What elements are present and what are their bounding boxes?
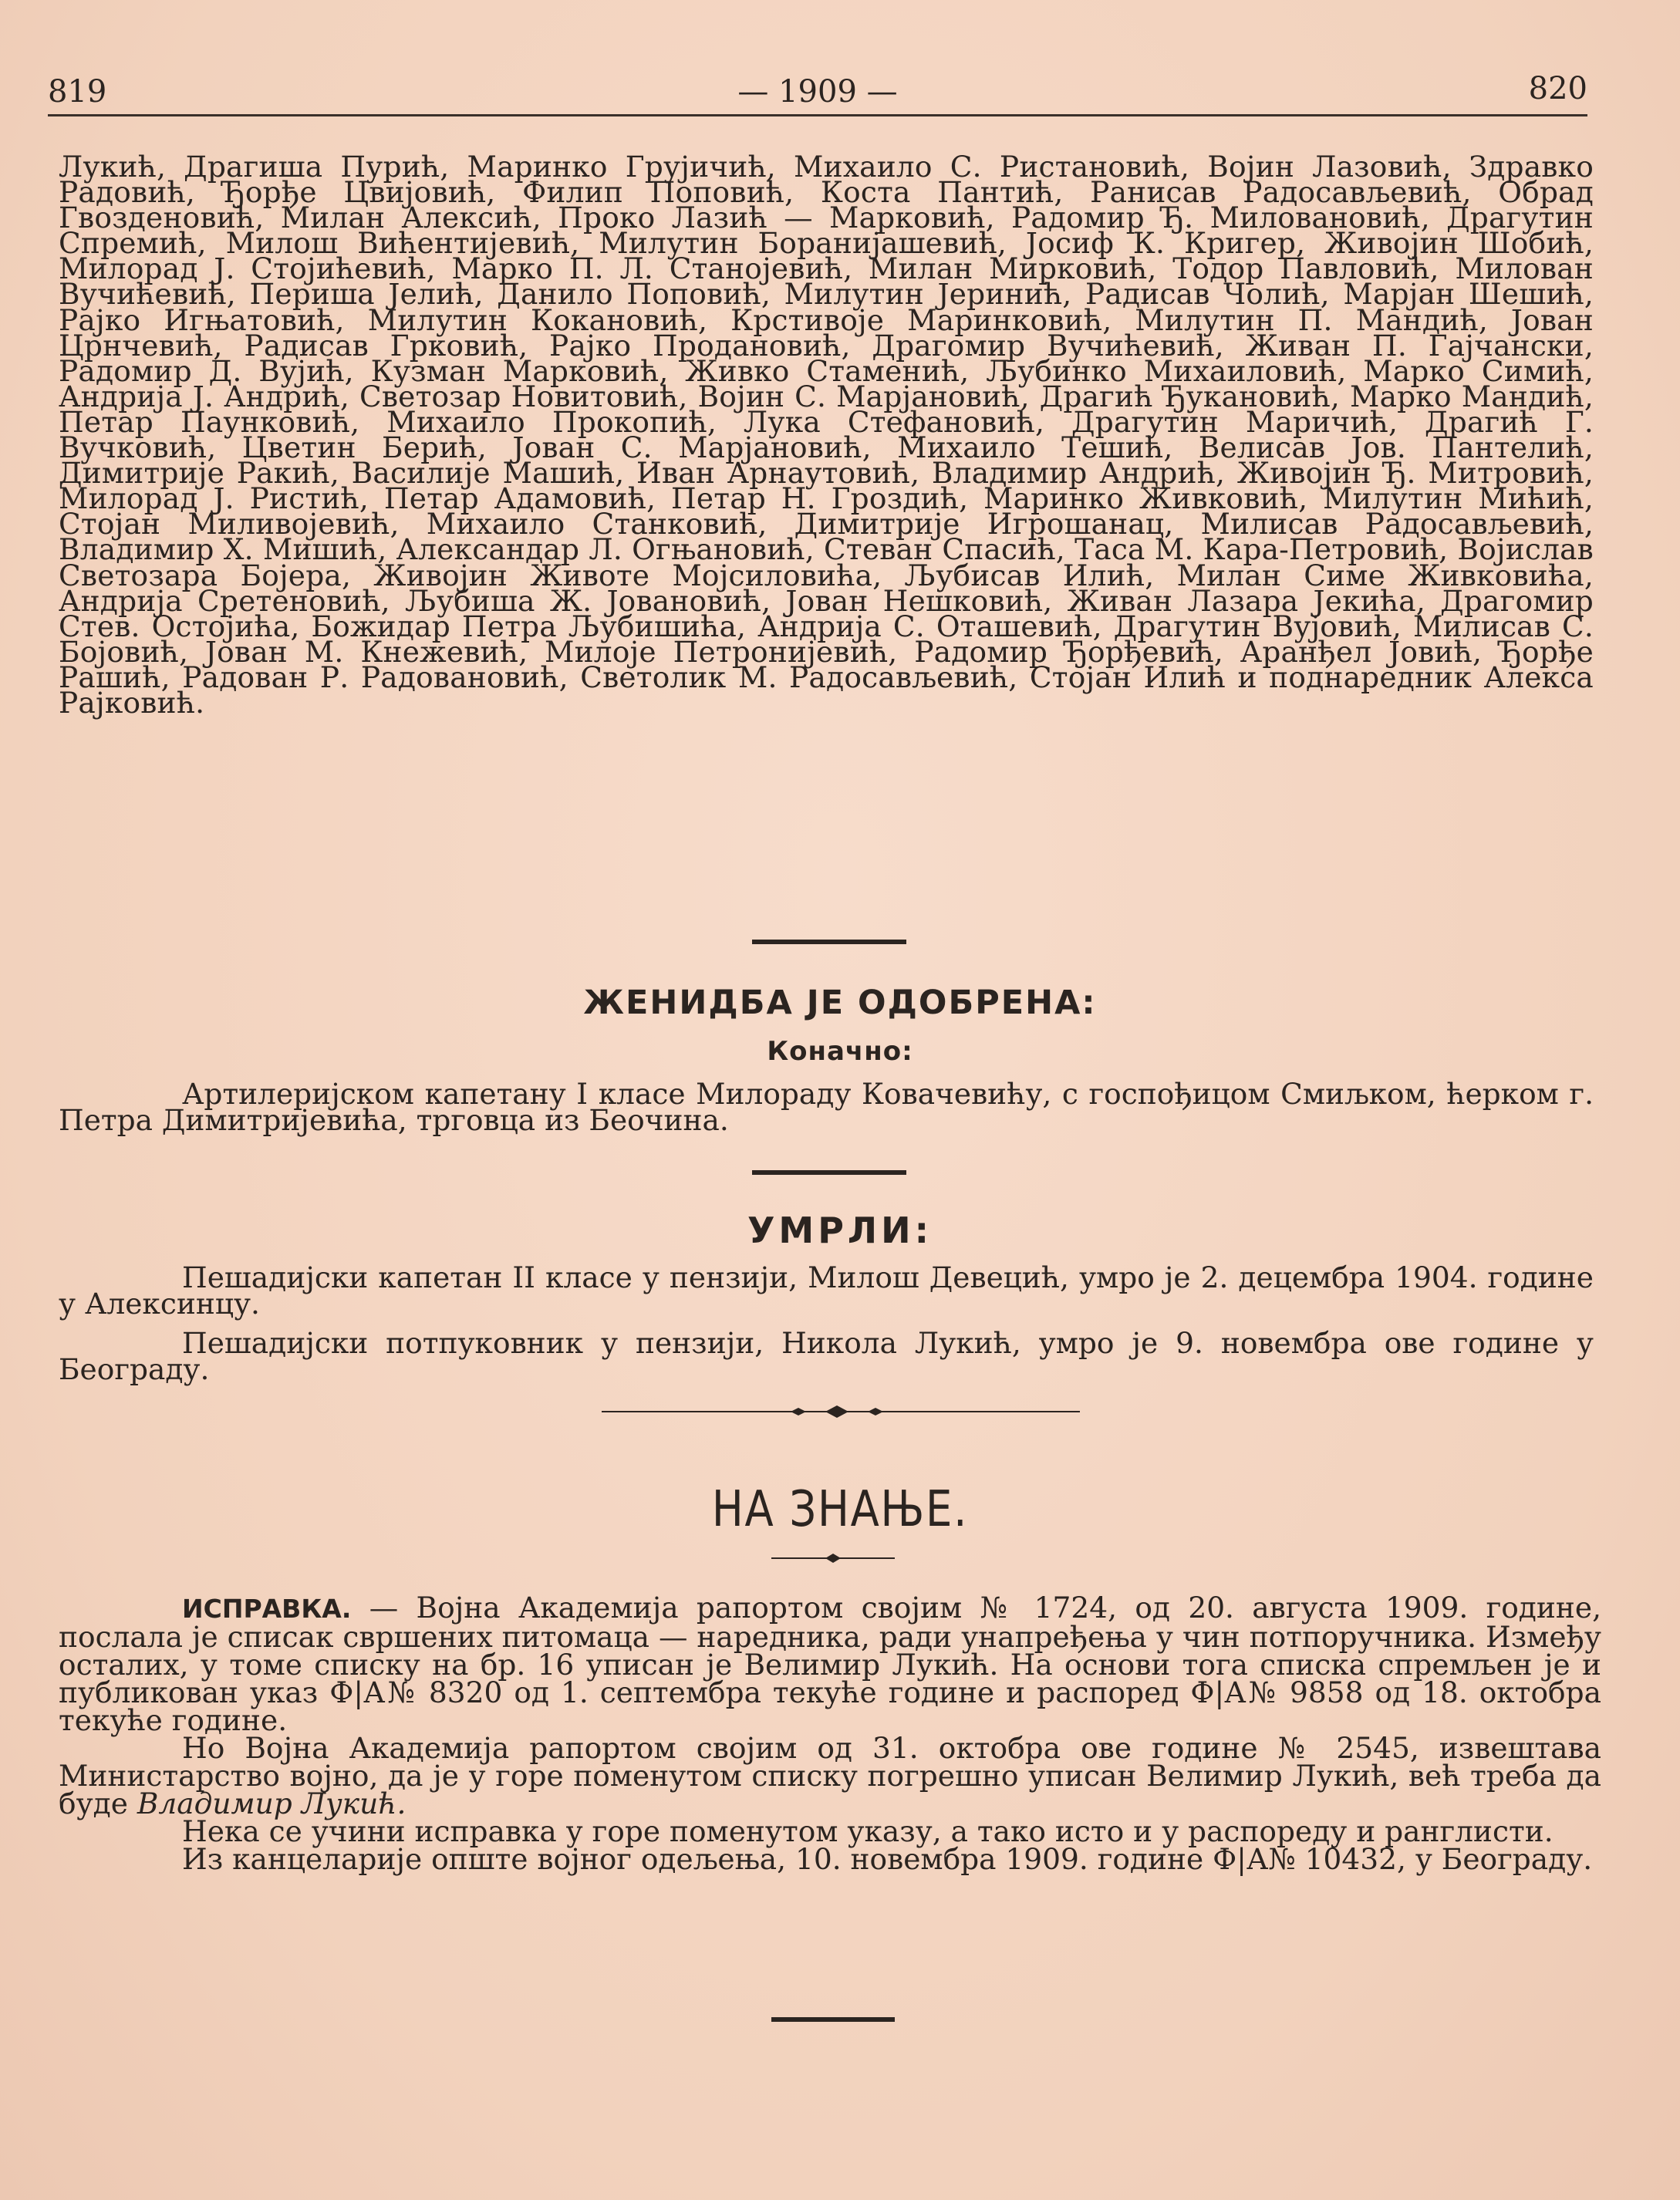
marriage-text: Артилеријском капетану I класе Милораду Ковачевићу, с госпођицом Смиљком, ћерком г. Петра Димитријевића, трговца из Беочина. bbox=[59, 1077, 1594, 1137]
correction-paragraph-4: Из канцеларије опште војног одељења, 10. новембра 1909. године Ф|А№ 10432, у Београду. bbox=[182, 1842, 1593, 1876]
correction-paragraph-2 bbox=[59, 1731, 1601, 1820]
section-divider bbox=[752, 1170, 906, 1175]
correction-paragraph bbox=[59, 1591, 1601, 1737]
marriage-subheading: Коначно: bbox=[767, 1036, 913, 1067]
notice-heading: НА ЗНАЊЕ. bbox=[711, 1481, 969, 1538]
death-entry: Пешадијски капетан II класе у пензији, Милош Девецић, умро је 2. децембра 1904. године у Алексинцу. bbox=[59, 1260, 1594, 1321]
end-rule bbox=[771, 2017, 895, 2022]
correction-paragraph-3: Нека се учини исправка у горе поменутом указу, а тако исто и у распореду и ранглисти. bbox=[182, 1814, 1553, 1848]
page-number-right: 820 bbox=[1528, 71, 1587, 106]
correction-text: — Војна Академија рапортом својим № 1724, од 20. августа 1909. године, послала је списак свршених питомаца — наредника, ради унапређења у чин потпоручника. Између осталих, у томе списку на бр. 16 уписан је Велимир Лукић. На основи тога списка спремљен је и публикован указ Ф|А№ 8320 од 1. септембра текуће године и распоред Ф|А№ 9858 од 18. октобра текуће године. bbox=[59, 1591, 1601, 1737]
ornament-divider-small bbox=[764, 1550, 902, 1566]
correction-text-2: Но Војна Академија рапортом својим од 31. октобра ове године № 2545, извештава Министарство војно, да је у горе поменутом списку погрешно уписан Велимир Лукић, већ треба да буде bbox=[59, 1731, 1601, 1820]
death-entry: Пешадијски потпуковник у пензији, Никола Лукић, умро је 9. новембра ове године у Београду. bbox=[59, 1326, 1594, 1386]
corrected-name: Владимир Лукић. bbox=[137, 1787, 407, 1820]
section-divider bbox=[752, 940, 906, 944]
marriage-heading: ЖЕНИДБА ЈЕ ОДОБРЕНА: bbox=[583, 984, 1097, 1022]
header-year: — 1909 — bbox=[737, 74, 898, 110]
notice-body bbox=[59, 1591, 1601, 1876]
correction-label: ИСПРАВКА. bbox=[182, 1594, 352, 1624]
names-list-paragraph: Лукић, Драгиша Пурић, Маринко Грујичић, Михаило С. Ристановић, Војин Лазовић, Здравко Радовић, Ђорђе Цвијовић, Филип Поповић, Коста Пантић, Ранисав Радосављевић, Обрад Гвозденовић, Милан Алексић, Проко Лазић — Марковић, Радомир Ђ. Миловановић, Драгутин Спремић, Милош Вићентијевић, Милутин Боранијашевић, Јосиф К. Кригер, Живојин Шобић, Милорад Ј. Стојићевић, Марко П. Л. Станојевић, Милан Мирковић, Тодор Павловић, Милован Вучићевић, Периша Јелић, Данило Поповић, Милутин Јеринић, Радисав Чолић, Марјан Шешић, Рајко Игњатовић, Милутин Кокановић, Крстивоје Маринковић, Милутин П. Мандић, Јован Црнчевић, Радисав Грковић, Рајко Продановић, Драгомир Вучићевић, Живан П. Гајчански, Радомир Д. Вујић, Кузман Марковић, Живко Стаменић, Љубинко Михаиловић, Марко Симић, Андрија Ј. Андрић, Светозар Новитовић, Војин С. Марјановић, Драгић Ђукановић, Марко Мандић, Петар Паунковић, Михаило Прокопић, Лука Стефановић, Драгутин Маричић, Драгић Г. Вучковић, Цветин Берић, Јован С. Марјановић, Михаило Тешић, Велисав Јов. Пантелић, Димитрије Ракић, Василије Машић, Иван Арнаутовић, Владимир Андрић, Живојин Ђ. Митровић, Милорад Ј. Ристић, Петар Адамовић, Петар Н. Гроздић, Маринко Живковић, Милутин Мићић, Стојан Миливојевић, Михаило Станковић, Димитрије Игрошанац, Милисав Радосављевић, Владимир Х. Мишић, Александар Л. Огњановић, Стеван Спасић, Таса М. Кара-Петровић, Војислав Светозара Бојера, Живојин Животе Мојсиловића, Љубисав Илић, Милан Симе Живковића, Андрија Сретеновић, Љубиша Ж. Јовановић, Јован Нешковић, Живан Лазара Јекића, Драгомир Стев. Остојића, Божидар Петра Љубишића, Андрија С. Оташевић, Драгутин Вујовић, Милисав С. Бојовић, Јован М. Кнежевић, Милоје Петронијевић, Радомир Ђорђевић, Аранђел Јовић, Ђорђе Рашић, Радован Р. Радовановић, Светолик М. Радосављевић, Стојан Илић и поднаредник Алекса Рајковић. bbox=[59, 150, 1594, 720]
page-header bbox=[48, 71, 1587, 116]
page-number-left: 819 bbox=[48, 74, 107, 110]
deaths-heading: УМРЛИ: bbox=[747, 1210, 933, 1251]
ornament-divider bbox=[594, 1400, 1088, 1423]
